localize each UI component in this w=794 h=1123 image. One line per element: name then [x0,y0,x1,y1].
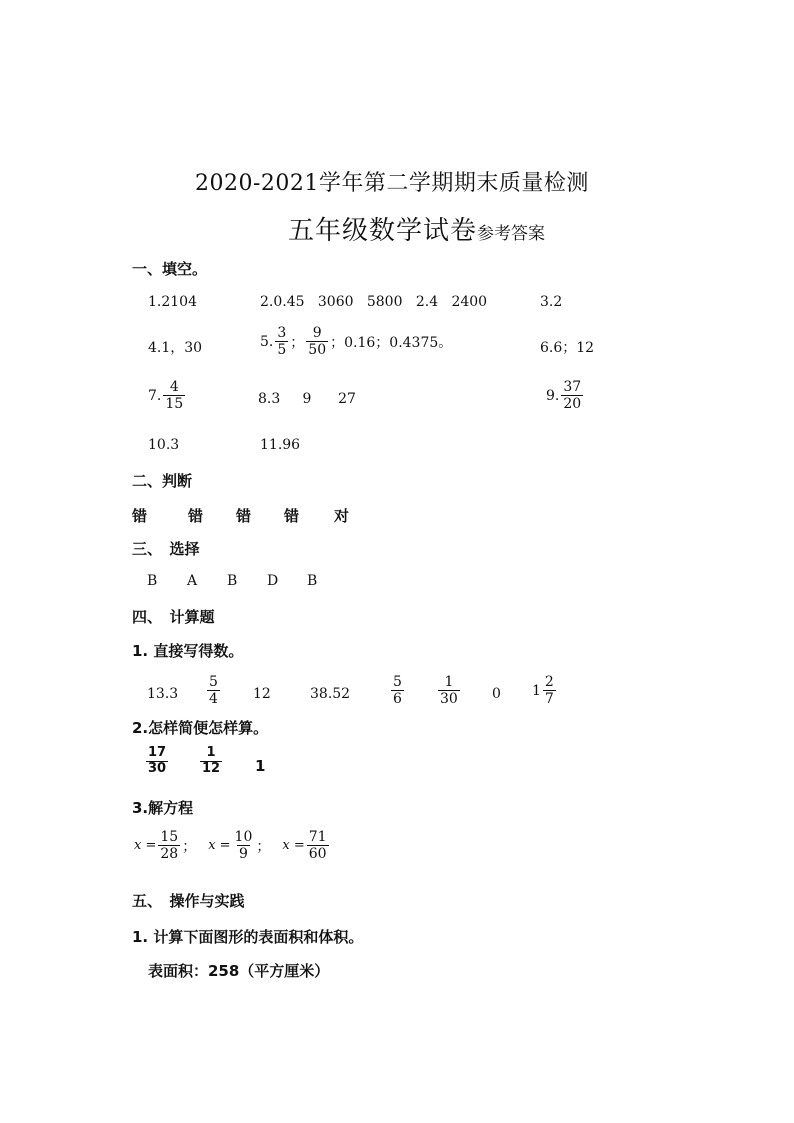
fraction [438,674,460,707]
numerator: 1 [206,745,216,760]
answer-4: 4.1，30 [148,340,203,356]
answer-1: 1.2104 [148,294,197,310]
section-choice-title: 三、 选择 [132,540,200,558]
direct-answer: 13.3 [147,686,179,702]
fraction [207,674,220,707]
fraction [158,829,180,862]
numerator: 3 [277,325,287,341]
choice-answer: A [187,573,198,589]
answer-10: 10.3 [148,437,180,453]
answer-5-rest: ；0.16；0.4375。 [330,334,453,351]
answer-3: 3.2 [540,294,563,310]
numerator: 37 [563,379,582,395]
fraction [200,746,222,777]
direct-answer [389,674,406,707]
answer-2: 2.0.45 3060 5800 2.4 2400 [260,294,488,310]
numerator: 10 [234,829,253,845]
fraction [306,325,328,358]
fraction [391,674,404,707]
equation-title: 3.解方程 [132,799,194,817]
direct-answer: 38.52 [310,686,351,702]
numerator: 5 [393,674,402,690]
separator: ； [182,838,197,855]
direct-answer [205,674,222,707]
answer-7 [148,379,187,412]
denominator: 20 [563,396,582,413]
fraction [307,829,329,862]
simplify-answer: 1 [255,757,266,775]
fraction [561,379,583,412]
whole-part: 1 [532,682,541,699]
direct-answer: 0 [492,686,501,702]
denominator: 28 [160,846,179,863]
numerator: 4 [169,379,179,395]
denominator: 15 [165,396,184,413]
judgement-answer: 错 [284,507,300,525]
separator: ； [290,334,305,351]
denominator: 4 [209,691,218,708]
denominator: 9 [239,846,248,863]
simplify-title: 2.怎样简便怎样算。 [132,719,269,737]
choice-answer: B [147,573,158,589]
exam-title: 2020-2021学年第二学期期末质量检测 [195,171,589,196]
answer-6: 6.6；12 [540,340,595,356]
simplify-answer [198,746,224,777]
section-calculation-title: 四、 计算题 [132,608,215,626]
simplify-answer [144,746,170,777]
answer-9 [546,379,585,412]
numerator: 9 [312,325,322,341]
choice-answer: B [307,573,318,589]
denominator: 12 [202,760,221,776]
numerator: 71 [308,829,327,845]
answer-7-prefix: 7. [148,387,162,404]
numerator: 1 [444,674,454,690]
x-label: x = [208,838,231,854]
separator: ； [256,838,271,855]
answer-9-prefix: 9. [546,387,560,404]
direct-answer: 12 [253,686,271,702]
numerator: 15 [160,829,179,845]
direct-write-title: 1. 直接写得数。 [132,642,244,660]
direct-answer [436,674,462,707]
judgement-answer: 对 [334,507,350,525]
denominator: 7 [544,691,554,708]
answer-8: 8.3 9 27 [258,391,356,407]
fraction [146,746,168,777]
answer-11: 11.96 [260,437,301,453]
section-fill-blank-title: 一、填空。 [132,260,208,278]
judgement-answer: 错 [236,507,252,525]
numerator: 2 [544,674,554,690]
exam-subtitle [288,210,545,247]
section-practice-title: 五、 操作与实践 [132,892,245,910]
answer-5-prefix: 5. [260,333,274,350]
equation-answers [134,829,331,862]
denominator: 30 [148,760,167,776]
x-label: x = [282,838,305,854]
surface-volume-title: 1. 计算下面图形的表面积和体积。 [132,928,364,946]
fraction [543,674,556,707]
subtitle-main: 五年级数学试卷 [288,216,478,246]
choice-answer: B [227,573,238,589]
numerator: 5 [209,674,218,690]
denominator: 30 [440,691,458,708]
judgement-answer: 错 [188,507,204,525]
denominator: 6 [393,691,402,708]
numerator: 17 [148,745,167,760]
subtitle-answer-key: 参考答案 [477,224,546,244]
denominator: 50 [308,342,327,359]
answer-5 [260,325,452,358]
section-judgement-title: 二、判断 [132,472,193,490]
direct-answer-mixed-number [532,674,558,707]
surface-area-answer: 表面积：258（平方厘米） [148,962,330,980]
x-label: x = [134,838,157,854]
denominator: 60 [308,846,327,863]
fraction [275,325,288,358]
fraction [163,379,185,412]
judgement-answer: 错 [132,507,148,525]
denominator: 5 [277,342,287,359]
fraction [233,829,255,862]
choice-answer: D [267,573,279,589]
